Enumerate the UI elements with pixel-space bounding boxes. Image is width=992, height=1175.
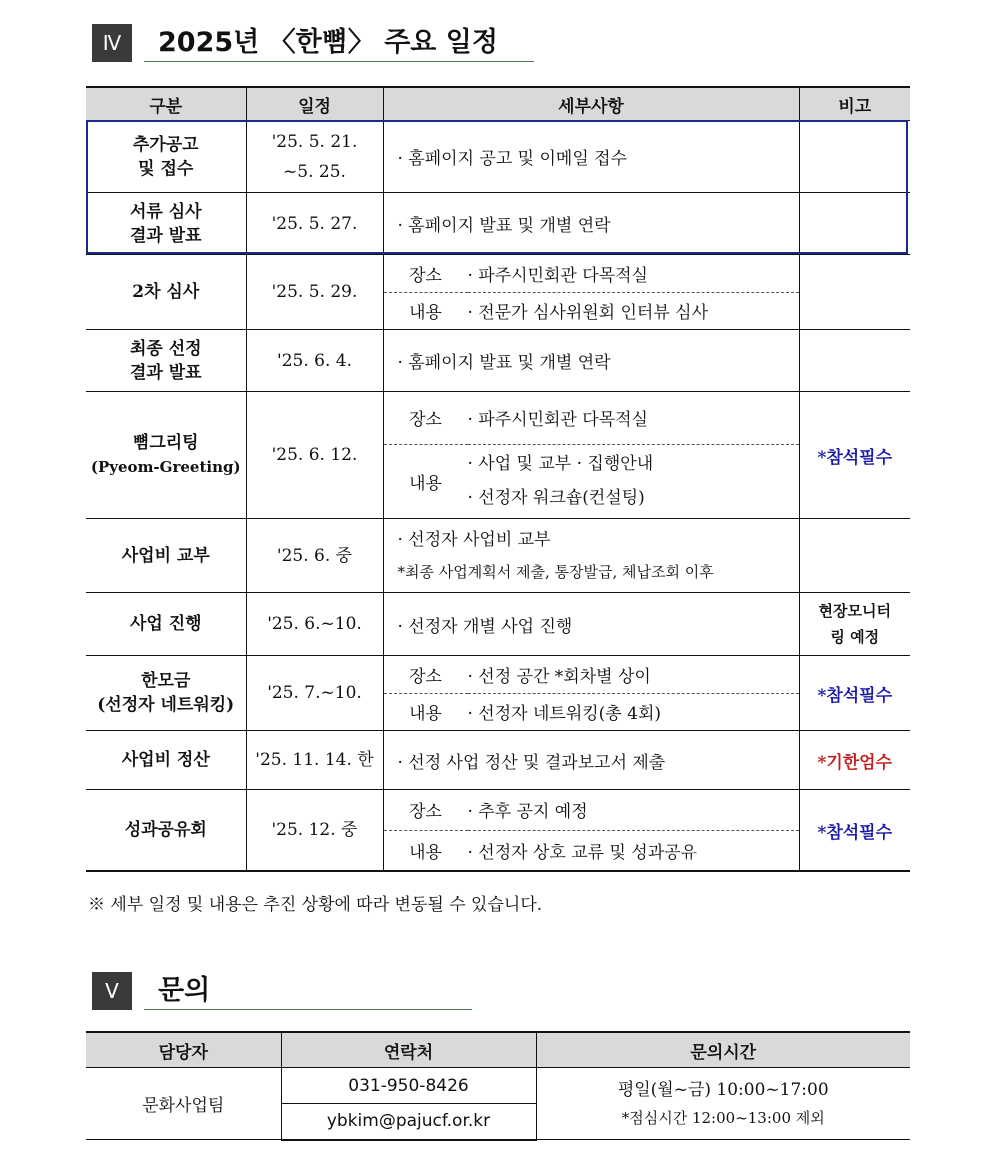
table-row	[86, 519, 910, 593]
date-cell: '25. 6.~10.	[246, 593, 383, 656]
header-person: 담당자	[86, 1032, 281, 1068]
detail-subtable	[384, 392, 799, 518]
date-cell: '25. 7.~10.	[246, 656, 383, 731]
sub-label: 내용	[409, 704, 442, 725]
sub-value: · 선정자 네트워킹(총 4회)	[467, 704, 661, 725]
header-date: 일정	[246, 87, 383, 121]
detail-cell	[383, 392, 799, 519]
contact-table	[86, 1031, 910, 1141]
header-contact: 연락처	[281, 1032, 536, 1068]
note-cell	[799, 519, 910, 593]
detail-subtable	[384, 656, 799, 730]
schedule-footnote: ※ 세부 일정 및 내용은 추진 상황에 따라 변동될 수 있습니다.	[88, 895, 543, 915]
note-cell: *참석필수	[799, 392, 910, 519]
date-cell: '25. 5. 29.	[246, 255, 383, 330]
detail-cell	[383, 656, 799, 731]
table-row	[86, 193, 910, 255]
section-number: Ⅳ	[92, 24, 132, 62]
detail-cell	[383, 790, 799, 872]
contact-header-row	[86, 1032, 910, 1068]
category-cell: 한모금 (선정자 네트워킹)	[86, 656, 246, 731]
sub-label: 내용	[409, 303, 442, 324]
hours-cell	[536, 1068, 910, 1140]
date-cell: '25. 6. 12.	[246, 392, 383, 519]
table-row	[86, 392, 910, 519]
hours-note: *점심시간 12:00~13:00 제외	[621, 1108, 825, 1127]
header-category: 구분	[86, 87, 246, 121]
date-cell: '25. 6. 4.	[246, 330, 383, 392]
table-row	[86, 656, 910, 731]
section-title: 2025년 〈한뼘〉 주요 일정	[158, 27, 498, 58]
category-cell: 최종 선정 결과 발표	[86, 330, 246, 392]
detail-cell	[383, 255, 799, 330]
sub-label: 장소	[384, 790, 468, 830]
date-cell: '25. 11. 14. 한	[246, 731, 383, 790]
hours-text: 평일(월~금) 10:00~17:00	[617, 1079, 829, 1100]
table-row	[86, 330, 910, 392]
detail-cell: · 선정자 개별 사업 진행	[383, 593, 799, 656]
sub-value: · 파주시민회관 다목적실	[468, 255, 799, 292]
category-cell: 뼘그리팅 (Pyeom-Greeting)	[86, 392, 246, 519]
sub-value: · 전문가 심사위원회 인터뷰 심사	[467, 303, 709, 324]
table-row	[86, 255, 910, 330]
date-cell: '25. 5. 27.	[246, 193, 383, 255]
table-row	[86, 121, 910, 193]
detail-subtable	[384, 790, 799, 870]
sub-value: · 사업 및 교부 · 집행안내 · 선정자 워크숍(컨설팅)	[467, 454, 654, 509]
sub-label: 내용	[409, 842, 442, 863]
detail-cell: · 홈페이지 발표 및 개별 연락	[383, 330, 799, 392]
section-underline	[144, 1009, 472, 1010]
note-cell	[799, 193, 910, 255]
table-row	[86, 1068, 910, 1104]
detail-cell: · 홈페이지 발표 및 개별 연락	[383, 193, 799, 255]
sub-label: 장소	[384, 255, 468, 292]
note-cell	[799, 121, 910, 193]
schedule-header-row	[86, 87, 910, 121]
header-note: 비고	[799, 87, 910, 121]
sub-value: · 파주시민회관 다목적실	[468, 392, 799, 444]
sub-label: 장소	[384, 392, 468, 444]
note-cell: *기한엄수	[799, 731, 910, 790]
sub-label: 내용	[409, 473, 442, 494]
header-hours: 문의시간	[536, 1032, 910, 1068]
category-cell: 사업비 교부	[86, 519, 246, 593]
date-cell: '25. 6. 중	[246, 519, 383, 593]
table-row	[86, 593, 910, 656]
schedule-table	[86, 86, 910, 872]
note-cell: *참석필수	[799, 656, 910, 731]
note-cell	[799, 330, 910, 392]
section-number: Ⅴ	[92, 972, 132, 1010]
category-cell: 2차 심사	[86, 255, 246, 330]
sub-value: · 선정자 상호 교류 및 성과공유	[467, 842, 697, 863]
sub-value: · 추후 공지 예정	[468, 790, 799, 830]
table-row	[86, 731, 910, 790]
detail-subtable	[384, 255, 799, 329]
note-cell: 현장모니터링 예정	[799, 593, 910, 656]
table-row	[86, 790, 910, 872]
category-cell: 성과공유회	[86, 790, 246, 872]
note-cell: *참석필수	[799, 790, 910, 872]
note-cell	[799, 255, 910, 330]
category-cell: 추가공고 및 접수	[86, 121, 246, 193]
section-underline	[144, 61, 534, 62]
section-title: 문의	[158, 975, 211, 1006]
category-cell: 사업비 정산	[86, 731, 246, 790]
email-link[interactable]: ybkim@pajucf.or.kr	[281, 1104, 536, 1140]
category-cell: 서류 심사 결과 발표	[86, 193, 246, 255]
header-detail: 세부사항	[383, 87, 799, 121]
sub-value: · 선정 공간 *회차별 상이	[468, 656, 799, 693]
sub-label: 장소	[384, 656, 468, 693]
team-cell: 문화사업팀	[86, 1068, 281, 1140]
phone-cell: 031-950-8426	[281, 1068, 536, 1104]
category-cell: 사업 진행	[86, 593, 246, 656]
detail-cell: · 선정 사업 정산 및 결과보고서 제출	[383, 731, 799, 790]
date-cell: '25. 5. 21. ~5. 25.	[246, 121, 383, 193]
detail-cell: · 선정자 사업비 교부 *최종 사업계획서 제출, 통장발급, 체납조회 이후	[383, 519, 799, 593]
date-cell: '25. 12. 중	[246, 790, 383, 872]
detail-cell: · 홈페이지 공고 및 이메일 접수	[383, 121, 799, 193]
